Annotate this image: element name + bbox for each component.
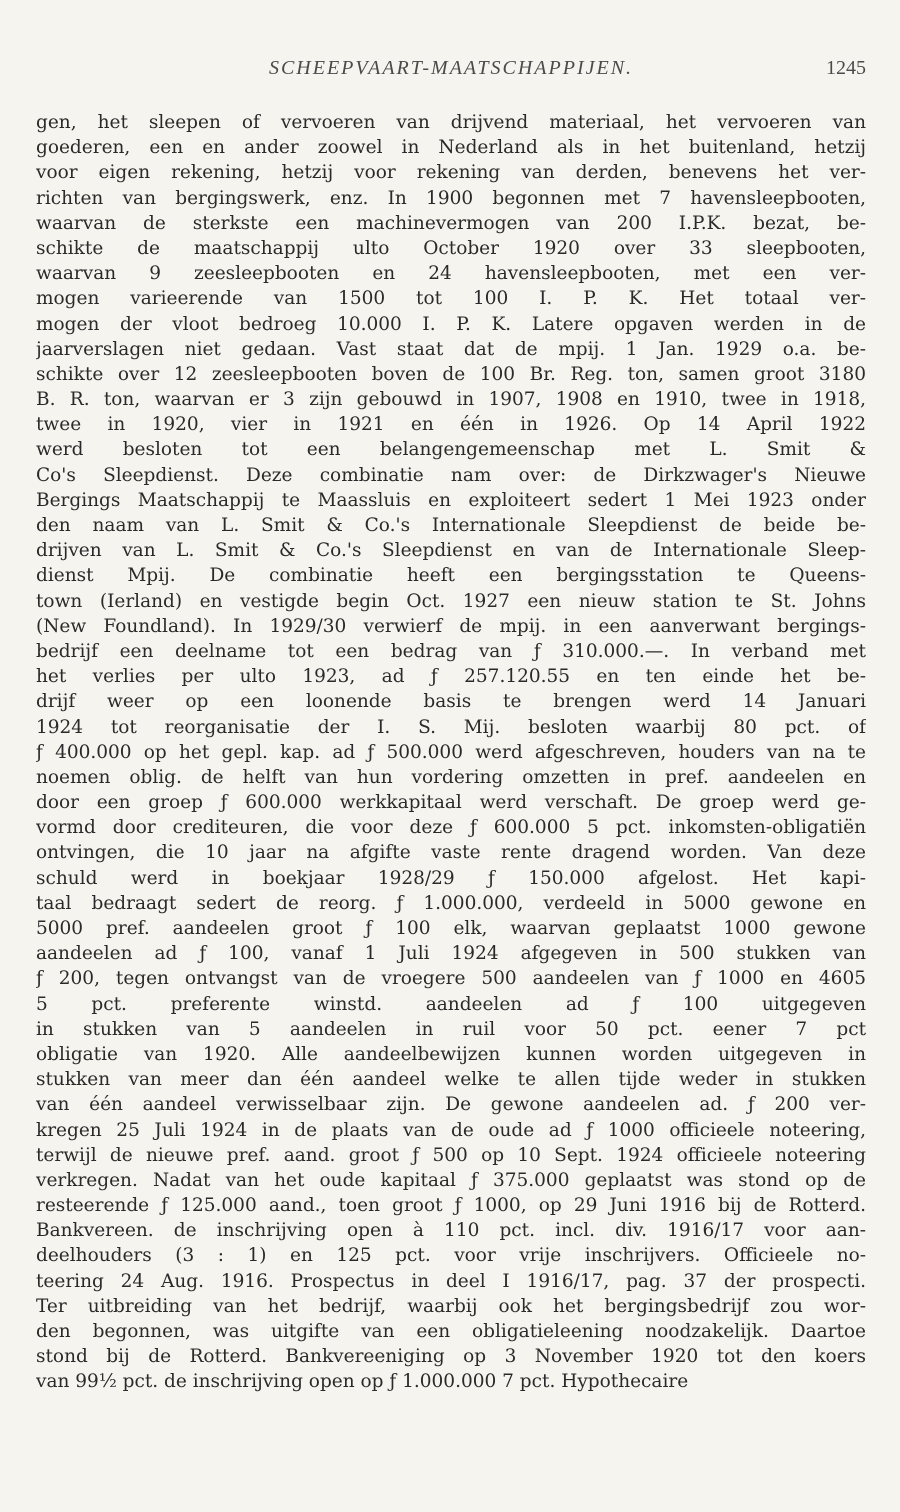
text-line: bedrijf een deelname tot een bedrag van ƒ 310.000.—. In verband met [36,640,866,662]
text-line: dienst Mpij. De combinatie heeft een bergingsstation te Queens- [36,565,866,587]
text-line: Co's Sleepdienst. Deze combinatie nam over: de Dirkzwager's Nieuwe [36,464,866,486]
text-line: goederen, een en ander zoowel in Nederland als in het buitenland, hetzij [36,137,866,159]
text-line: schikte over 12 zeesleepbooten boven de 100 Br. Reg. ton, samen groot 3180 [36,363,866,385]
text-line: waarvan 9 zeesleepbooten en 24 havensleepbooten, met een ver- [36,263,866,285]
text-line: B. R. ton, waarvan er 3 zijn gebouwd in 1907, 1908 en 1910, twee in 1918, [36,389,866,411]
text-line: door een groep ƒ 600.000 werkkapitaal werd verschaft. De groep werd ge- [36,792,866,814]
text-line: werd besloten tot een belangengemeenschap met L. Smit & [36,439,866,461]
text-line: Bankvereen. de inschrijving open à 110 pct. incl. div. 1916/17 voor aan- [36,1220,866,1242]
text-line: in stukken van 5 aandeelen in ruil voor 50 pct. eener 7 pct [36,1018,866,1040]
text-line: schikte de maatschappij ulto October 1920 over 33 sleepbooten, [36,237,866,259]
text-line: obligatie van 1920. Alle aandeelbewijzen kunnen worden uitgegeven in [36,1043,866,1065]
text-line: mogen der vloot bedroeg 10.000 I. P. K. Latere opgaven werden in de [36,313,866,335]
text-line: den naam van L. Smit & Co.'s Internationale Sleepdienst de beide be- [36,515,866,536]
text-line: richten van bergingswerk, enz. In 1900 begonnen met 7 havensleepbooten, [36,187,866,209]
page-header [36,57,866,87]
text-line: Ter uitbreiding van het bedrijf, waarbij ook het bergingsbedrijf zou wor- [36,1295,866,1317]
text-line: ontvingen, die 10 jaar na afgifte vaste rente dragend worden. Van deze [36,842,866,864]
text-line: kregen 25 Juli 1924 in de plaats van de oude ad ƒ 1000 officieele noteering, [36,1119,866,1141]
text-line: aandeelen ad ƒ 100, vanaf 1 Juli 1924 afgegeven in 500 stukken van [36,943,866,965]
running-title: SCHEEPVAART-MAATSCHAPPIJEN. [268,57,634,79]
text-line: noemen oblig. de helft van hun vordering omzetten in pref. aandeelen en [36,766,866,788]
text-line: drijf weer op een loonende basis te brengen werd 14 Januari [36,691,866,713]
text-line: stukken van meer dan één aandeel welke te allen tijde weder in stukken [36,1069,866,1091]
text-line: ƒ 200, tegen ontvangst van de vroegere 500 aandeelen van ƒ 1000 en 4605 [36,968,866,990]
text-line: resteerende ƒ 125.000 aand., toen groot ƒ 1000, op 29 Juni 1916 bij de Rotterd. [36,1195,866,1217]
text-line: ƒ 400.000 op het gepl. kap. ad ƒ 500.000 werd afgeschreven, houders van na te [36,741,866,763]
text-line: town (Ierland) en vestigde begin Oct. 1927 een nieuw station te St. Johns [36,590,866,612]
text-line: teering 24 Aug. 1916. Prospectus in deel I 1916/17, pag. 37 der prospecti. [36,1270,866,1292]
text-line: vormd door crediteuren, die voor deze ƒ 600.000 5 pct. inkomsten-obligatiën [36,817,866,839]
page-number: 1245 [826,57,866,79]
text-line: Bergings Maatschappij te Maassluis en exploiteert sedert 1 Mei 1923 onder [36,489,866,511]
text-line: van 99½ pct. de inschrijving open op ƒ 1.000.000 7 pct. Hypothecaire [36,1371,689,1393]
text-line: deelhouders (3 : 1) en 125 pct. voor vrije inschrijvers. Officieele no- [36,1245,866,1267]
text-line: drijven van L. Smit & Co.'s Sleepdienst en van de Internationale Sleep- [36,540,866,562]
text-line: waarvan de sterkste een machinevermogen van 200 I.P.K. bezat, be- [36,212,866,234]
text-line: jaarverslagen niet gedaan. Vast staat dat de mpij. 1 Jan. 1929 o.a. be- [36,338,866,360]
text-line: 5 pct. preferente winstd. aandeelen ad ƒ 100 uitgegeven [36,993,866,1015]
text-line: 1924 tot reorganisatie der I. S. Mij. besloten waarbij 80 pct. of [36,716,866,738]
text-line: voor eigen rekening, hetzij voor rekening van derden, benevens het ver- [36,162,866,184]
text-line: terwijl de nieuwe pref. aand. groot ƒ 500 op 10 Sept. 1924 officieele noteering [36,1144,866,1166]
text-line: twee in 1920, vier in 1921 en één in 1926. Op 14 April 1922 [36,414,866,436]
text-line: stond bij de Rotterd. Bankvereeniging op 3 November 1920 tot den koers [36,1346,866,1368]
text-line: gen, het sleepen of vervoeren van drijvend materiaal, het vervoeren van [36,112,866,133]
text-line: schuld werd in boekjaar 1928/29 ƒ 150.000 afgelost. Het kapi- [36,867,866,889]
text-line: van één aandeel verwisselbaar zijn. De gewone aandeelen ad. ƒ 200 ver- [36,1094,866,1116]
body-text [36,110,866,1395]
text-line: verkregen. Nadat van het oude kapitaal ƒ 375.000 geplaatst was stond op de [36,1169,866,1191]
text-line: (New Foundland). In 1929/30 verwierf de mpij. in een aanverwant bergings- [36,615,866,637]
text-line: het verlies per ulto 1923, ad ƒ 257.120.55 en ten einde het be- [36,666,866,688]
text-line: mogen varieerende van 1500 tot 100 I. P. K. Het totaal ver- [36,288,866,310]
text-line: taal bedraagt sedert de reorg. ƒ 1.000.000, verdeeld in 5000 gewone en [36,892,866,914]
text-line: 5000 pref. aandeelen groot ƒ 100 elk, waarvan geplaatst 1000 gewone [36,918,866,939]
text-line: den begonnen, was uitgifte van een obligatieleening noodzakelijk. Daartoe [36,1321,866,1342]
